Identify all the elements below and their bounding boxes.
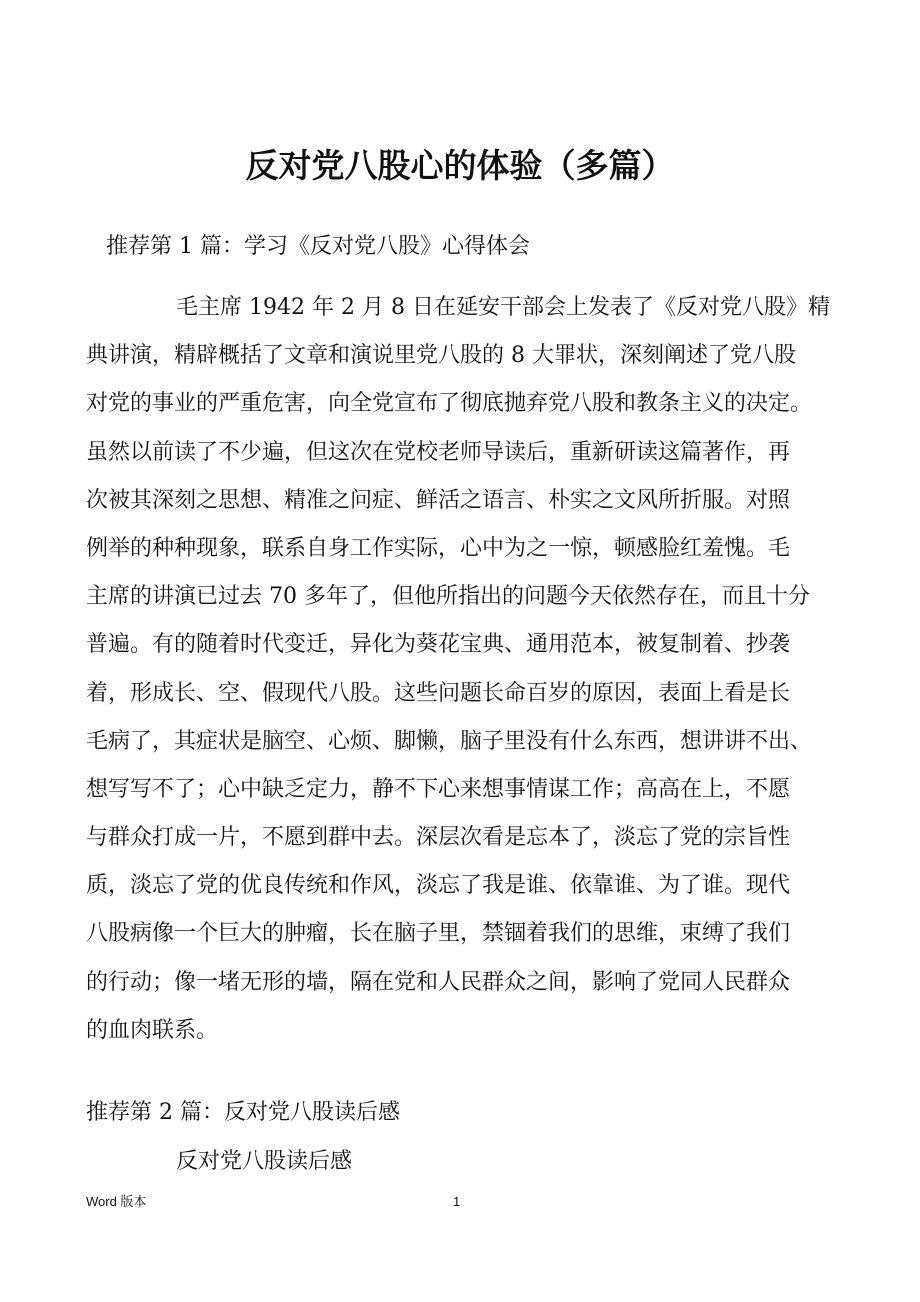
paragraph-line: 毛病了，其症状是脑空、心烦、脚懒，脑子里没有什么东西，想讲讲不出、 [86, 728, 813, 754]
paragraph-line: 与群众打成一片，不愿到群中去。深层次看是忘本了，淡忘了党的宗旨性 [86, 825, 791, 851]
footer-version-label: Word 版本 [86, 1194, 147, 1209]
paragraph-line: 虽然以前读了不少遍，但这次在党校老师导读后，重新研读这篇著作，再 [86, 439, 791, 465]
section-2-heading: 推荐第 2 篇：反对党八股读后感 [86, 1100, 400, 1125]
paragraph-line: 例举的种种现象，联系自身工作实际，心中为之一惊，顿感脸红羞愧。毛 [86, 535, 791, 561]
paragraph-line: 的行动；像一堵无形的墙，隔在党和人民群众之间，影响了党同人民群众 [86, 969, 791, 995]
paragraph-line: 主席的讲演已过去 70 多年了，但他所指出的问题今天依然存在，而且十分 [86, 584, 810, 610]
paragraph-line: 着，形成长、空、假现代八股。这些问题长命百岁的原因，表面上看是长 [86, 680, 791, 706]
footer-page-number: 1 [453, 1194, 461, 1209]
paragraph-line: 质，淡忘了党的优良传统和作风，淡忘了我是谁、依靠谁、为了谁。现代 [86, 873, 791, 899]
paragraph-line: 普遍。有的随着时代变迁，异化为葵花宝典、通用范本，被复制着、抄袭 [86, 632, 791, 658]
paragraph-line: 典讲演，精辟概括了文章和演说里党八股的 8 大罪状，深刻阐述了党八股 [86, 343, 796, 369]
page-title: 反对党八股心的体验（多篇） [245, 146, 675, 185]
paragraph-line: 次被其深刻之思想、精准之问症、鲜活之语言、朴实之文风所折服。对照 [86, 487, 791, 513]
section-1-body [86, 284, 856, 1055]
paragraph-line: 毛主席 1942 年 2 月 8 日在延安干部会上发表了《反对党八股》精 [176, 295, 830, 320]
section-1-heading: 推荐第 1 篇：学习《反对党八股》心得体会 [106, 234, 530, 259]
paragraph-line: 的血肉联系。 [86, 1017, 219, 1043]
paragraph-line: 想写写不了；心中缺乏定力，静不下心来想事情谋工作；高高在上，不愿 [86, 776, 791, 802]
section-2-subtitle: 反对党八股读后感 [176, 1149, 353, 1174]
paragraph-line: 对党的事业的严重危害，向全党宣布了彻底抛弃党八股和教条主义的决定。 [86, 391, 813, 417]
paragraph-line: 八股病像一个巨大的肿瘤，长在脑子里，禁锢着我们的思维，束缚了我们 [86, 921, 791, 947]
